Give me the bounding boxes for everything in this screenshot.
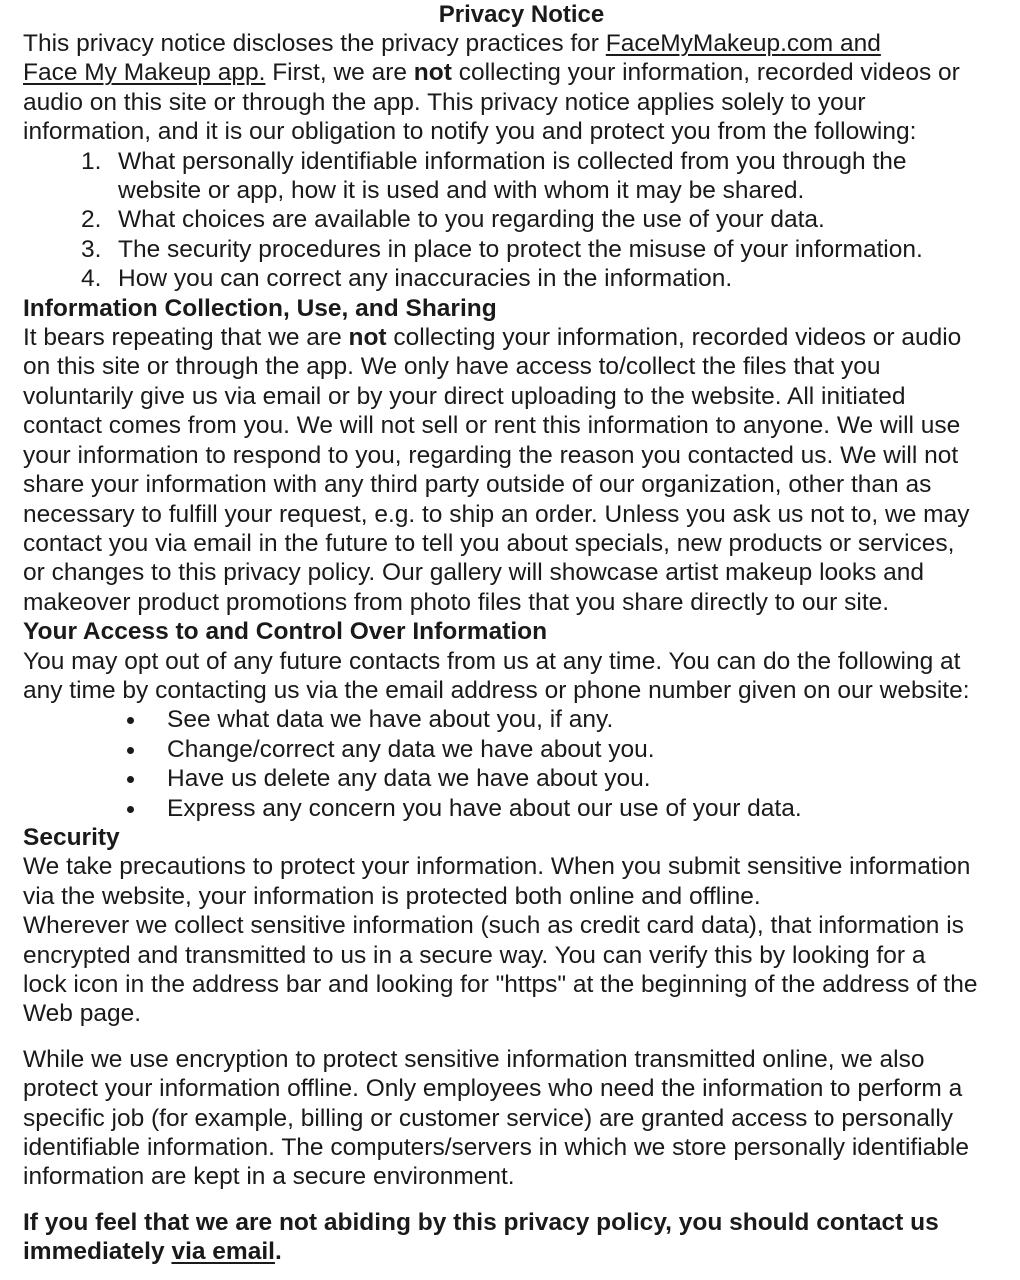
collection-line: contact you via email in the future to tell you about specials, new products or services, bbox=[23, 529, 955, 557]
collection-line bbox=[23, 323, 1020, 352]
closing-text: . bbox=[274, 1238, 282, 1266]
list-item bbox=[23, 235, 1020, 264]
intro-line-3: audio on this site or through the app. This privacy notice applies solely to your bbox=[23, 88, 866, 116]
list-item-text: website or app, how it is used and with whom it may be shared. bbox=[118, 177, 805, 205]
security-line: specific job (for example, billing or customer service) are granted access to personally bbox=[23, 1104, 954, 1132]
bullet-icon bbox=[127, 776, 134, 783]
section-heading-collection: Information Collection, Use, and Sharing bbox=[23, 294, 497, 322]
emphasis-not: not bbox=[413, 59, 452, 87]
list-item-text: The security procedures in place to protect the misuse of your information. bbox=[118, 235, 923, 263]
security-paragraph-2 bbox=[23, 1045, 1020, 1192]
list-item bbox=[23, 764, 1020, 793]
security-line: Web page. bbox=[23, 1000, 142, 1028]
bullet-icon bbox=[127, 717, 134, 724]
list-item-text: Have us delete any data we have about you. bbox=[167, 765, 651, 793]
security-line: via the website, your information is protected both online and offline. bbox=[23, 882, 761, 910]
closing-line-1: If you feel that we are not abiding by this privacy policy, you should contact us bbox=[23, 1208, 939, 1236]
list-item bbox=[23, 735, 1020, 764]
list-item bbox=[23, 705, 1020, 734]
security-line: encrypted and transmitted to us in a secure way. You can verify this by looking for a bbox=[23, 941, 926, 969]
list-number: 1. bbox=[81, 147, 102, 175]
security-line: While we use encryption to protect sensitive information transmitted online, we also bbox=[23, 1045, 925, 1073]
emphasis-not: not bbox=[348, 324, 387, 352]
paragraph-gap bbox=[23, 1192, 1020, 1208]
paragraph-gap bbox=[23, 1029, 1020, 1045]
collection-paragraph bbox=[23, 323, 1020, 617]
intro-text: First, we are bbox=[265, 59, 414, 87]
bullet-icon bbox=[127, 806, 134, 813]
intro-paragraph bbox=[23, 29, 1020, 147]
collection-line: voluntarily give us via email or by your direct uploading to the website. All initiated bbox=[23, 382, 906, 410]
collection-line: makeover product promotions from photo files that you share directly to our site. bbox=[23, 588, 890, 616]
collection-line: or changes to this privacy policy. Our gallery will showcase artist makeup looks and bbox=[23, 559, 924, 587]
intro-text: This privacy notice discloses the privacy practices for bbox=[23, 30, 606, 57]
list-number: 3. bbox=[81, 235, 102, 263]
security-line: information are kept in a secure environment. bbox=[23, 1163, 515, 1191]
security-paragraph-1 bbox=[23, 852, 1020, 1028]
intro-text: collecting your information, recorded videos or bbox=[451, 59, 960, 87]
list-number: 2. bbox=[81, 206, 102, 234]
page-title: Privacy Notice bbox=[438, 1, 605, 28]
access-paragraph bbox=[23, 647, 1020, 706]
section-heading-security: Security bbox=[23, 823, 120, 851]
list-number: 4. bbox=[81, 265, 102, 293]
list-item bbox=[23, 147, 1020, 206]
closing-line-2 bbox=[23, 1237, 1020, 1266]
security-line: identifiable information. The computers/servers in which we store personally identifiable bbox=[23, 1134, 969, 1162]
bullet-icon bbox=[127, 747, 134, 754]
access-line: You may opt out of any future contacts from us at any time. You can do the following at bbox=[23, 647, 961, 675]
access-line: any time by contacting us via the email address or phone number given on our website: bbox=[23, 676, 970, 704]
numbered-list bbox=[23, 147, 1020, 294]
section-heading-access: Your Access to and Control Over Information bbox=[23, 618, 548, 646]
list-item-text: Express any concern you have about our use of your data. bbox=[167, 794, 802, 822]
list-item-text: Change/correct any data we have about you. bbox=[167, 735, 655, 763]
collection-line: necessary to fulfill your request, e.g. to ship an order. Unless you ask us not to, we may bbox=[23, 500, 970, 528]
security-line: protect your information offline. Only employees who need the information to perform a bbox=[23, 1075, 963, 1103]
list-item-text: What personally identifiable information is collected from you through the bbox=[118, 147, 907, 175]
intro-line-2 bbox=[23, 58, 1020, 87]
intro-line-4: information, and it is our obligation to notify you and protect you from the following: bbox=[23, 118, 917, 146]
list-item bbox=[23, 205, 1020, 234]
email-link[interactable]: via email bbox=[171, 1238, 275, 1266]
list-item bbox=[23, 264, 1020, 293]
intro-line-1 bbox=[23, 29, 1020, 58]
security-line: We take precautions to protect your information. When you submit sensitive information bbox=[23, 853, 971, 881]
collection-text: It bears repeating that we are bbox=[23, 324, 349, 352]
closing-statement bbox=[23, 1208, 1020, 1267]
collection-line: your information to respond to you, regarding the reason you contacted us. We will not bbox=[23, 441, 959, 469]
list-item-text: What choices are available to you regarding the use of your data. bbox=[118, 206, 825, 234]
collection-text: collecting your information, recorded videos or audio bbox=[386, 324, 962, 352]
facemymakeup-link[interactable]: FaceMyMakeup.com and bbox=[605, 30, 881, 57]
bullet-list bbox=[23, 705, 1020, 823]
security-line: Wherever we collect sensitive information (such as credit card data), that information is bbox=[23, 912, 964, 940]
collection-line: on this site or through the app. We only have access to/collect the files that you bbox=[23, 353, 881, 381]
app-link[interactable]: Face My Makeup app. bbox=[23, 59, 266, 87]
closing-text: immediately bbox=[23, 1238, 172, 1266]
collection-line: contact comes from you. We will not sell or rent this information to anyone. We will use bbox=[23, 412, 961, 440]
collection-line: share your information with any third party outside of our organization, other than as bbox=[23, 471, 932, 499]
list-item bbox=[23, 794, 1020, 823]
list-item-text: How you can correct any inaccuracies in the information. bbox=[118, 265, 733, 293]
list-item-text: See what data we have about you, if any. bbox=[167, 706, 614, 734]
security-line: lock icon in the address bar and looking for "https" at the beginning of the address of the bbox=[23, 971, 978, 998]
